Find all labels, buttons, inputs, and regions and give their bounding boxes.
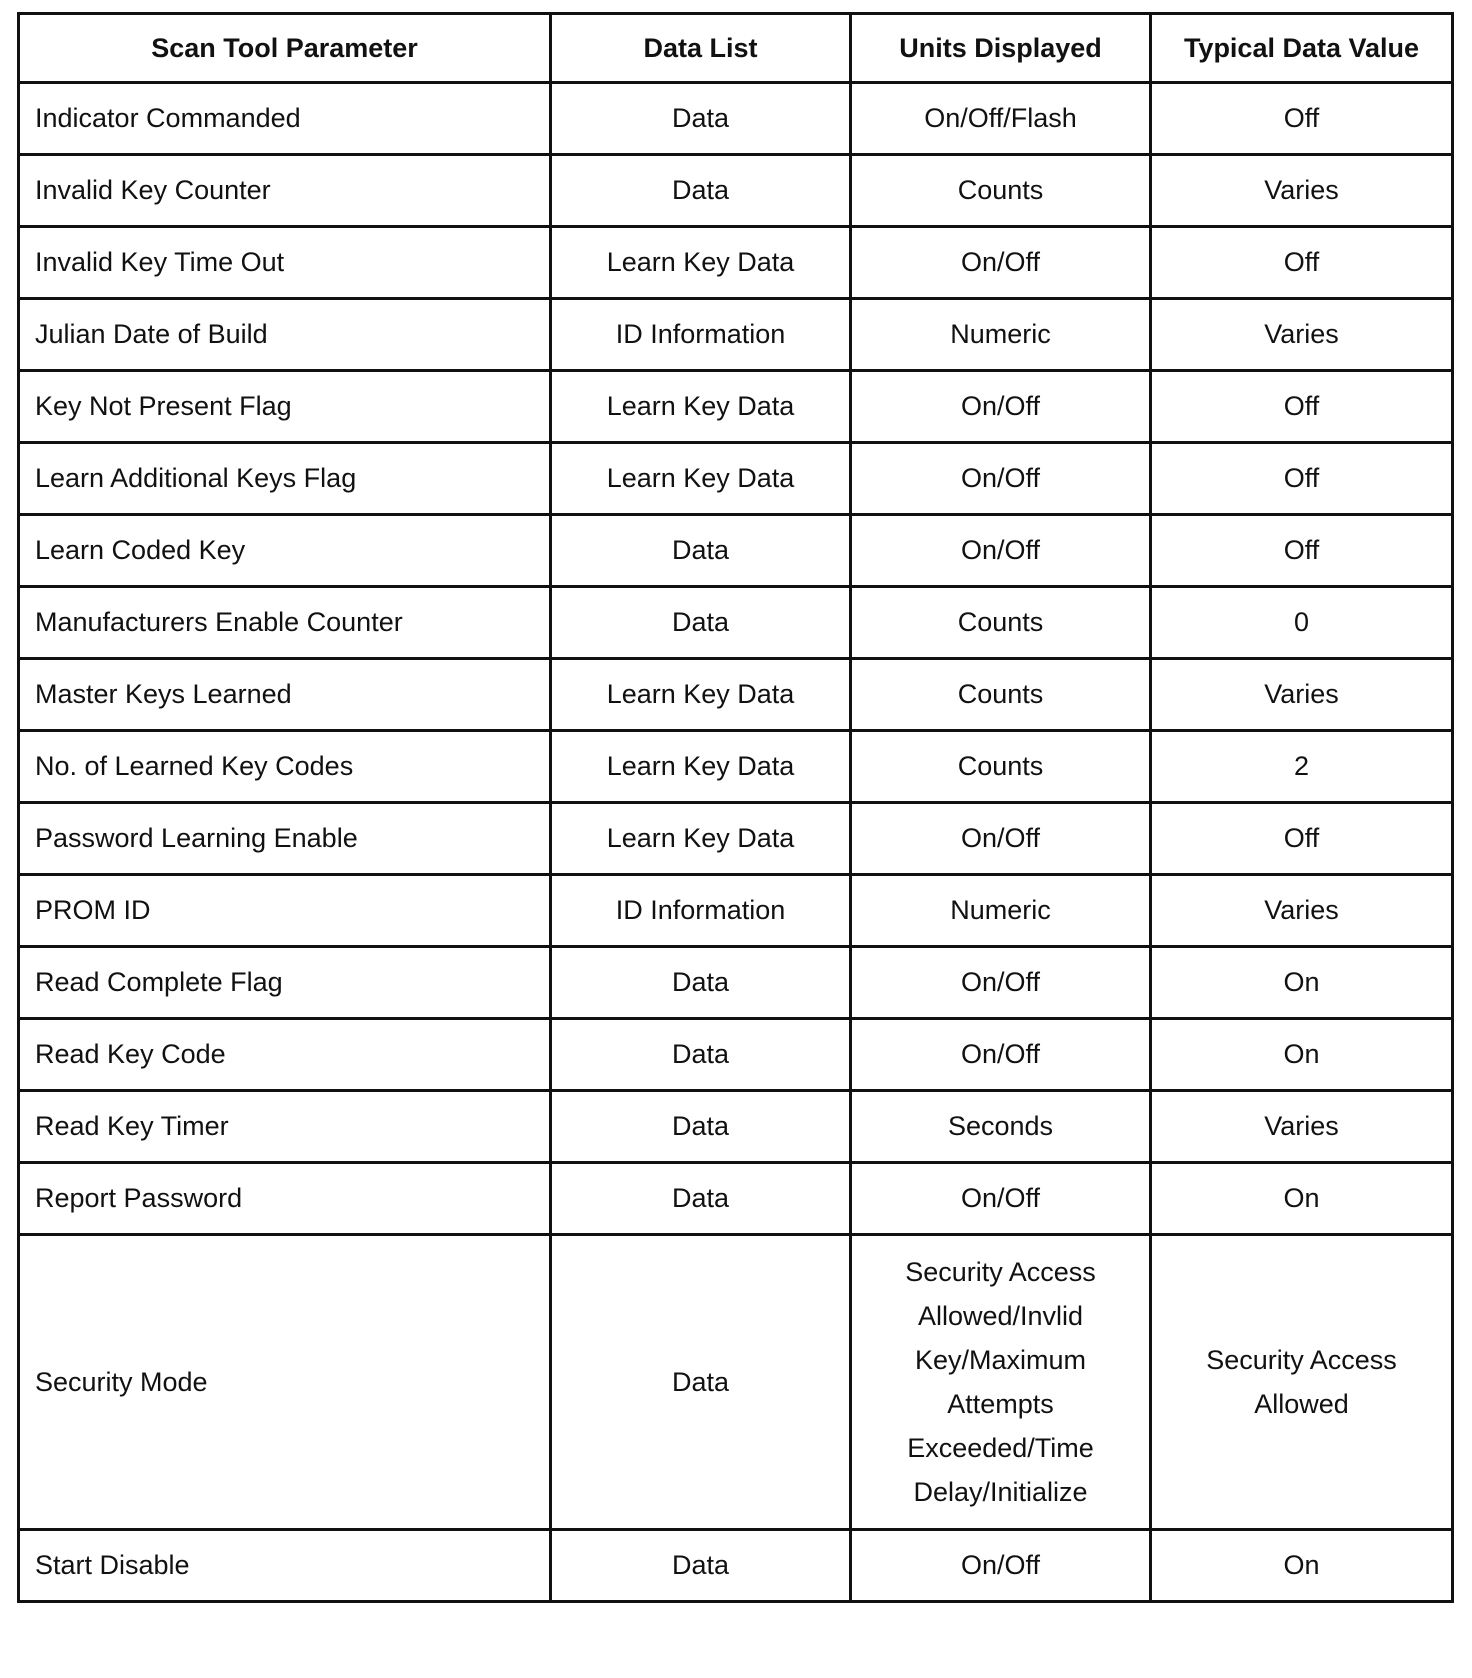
table-row [19, 1235, 1453, 1530]
table-row [19, 515, 1453, 587]
cell-data-list: Learn Key Data [551, 731, 851, 803]
cell-units: On/Off [851, 1019, 1151, 1091]
cell-typical-value: On [1151, 1530, 1453, 1602]
cell-parameter: Indicator Commanded [19, 83, 551, 155]
table-row [19, 1163, 1453, 1235]
cell-typical-value: Off [1151, 803, 1453, 875]
cell-parameter: Read Key Code [19, 1019, 551, 1091]
table-row [19, 731, 1453, 803]
cell-parameter: PROM ID [19, 875, 551, 947]
table-row [19, 1091, 1453, 1163]
cell-units: Counts [851, 731, 1151, 803]
table-row [19, 443, 1453, 515]
cell-units: On/Off [851, 1163, 1151, 1235]
cell-parameter: Learn Additional Keys Flag [19, 443, 551, 515]
scan-tool-parameter-table [17, 12, 1454, 1603]
cell-data-list: Data [551, 1019, 851, 1091]
cell-data-list: Data [551, 1530, 851, 1602]
cell-data-list: Data [551, 1163, 851, 1235]
header-typical-data-value: Typical Data Value [1151, 14, 1453, 83]
cell-parameter: No. of Learned Key Codes [19, 731, 551, 803]
header-data-list: Data List [551, 14, 851, 83]
cell-typical-value: 0 [1151, 587, 1453, 659]
cell-parameter: Password Learning Enable [19, 803, 551, 875]
cell-parameter: Manufacturers Enable Counter [19, 587, 551, 659]
cell-data-list: Learn Key Data [551, 803, 851, 875]
cell-typical-value: Varies [1151, 299, 1453, 371]
cell-data-list: Learn Key Data [551, 443, 851, 515]
table-row [19, 587, 1453, 659]
cell-units [851, 1235, 1151, 1530]
cell-data-list: Data [551, 947, 851, 1019]
cell-data-list: ID Information [551, 299, 851, 371]
cell-typical-value [1151, 1235, 1453, 1530]
cell-typical-value: 2 [1151, 731, 1453, 803]
cell-parameter: Security Mode [19, 1235, 551, 1530]
cell-units: On/Off [851, 803, 1151, 875]
cell-data-list: Data [551, 515, 851, 587]
cell-typical-value: Off [1151, 83, 1453, 155]
table-row [19, 83, 1453, 155]
cell-typical-text: Security Access Allowed [1206, 1345, 1397, 1419]
cell-typical-value: On [1151, 1019, 1453, 1091]
table-row [19, 1019, 1453, 1091]
table-row [19, 947, 1453, 1019]
table-row [19, 371, 1453, 443]
cell-typical-value: Varies [1151, 875, 1453, 947]
cell-data-list: Data [551, 1091, 851, 1163]
cell-parameter: Key Not Present Flag [19, 371, 551, 443]
table-row [19, 299, 1453, 371]
cell-typical-value: Varies [1151, 155, 1453, 227]
cell-data-list: Learn Key Data [551, 371, 851, 443]
header-units-displayed: Units Displayed [851, 14, 1151, 83]
cell-typical-value: Varies [1151, 659, 1453, 731]
cell-typical-value: Off [1151, 371, 1453, 443]
table-row [19, 875, 1453, 947]
cell-typical-value: Off [1151, 515, 1453, 587]
cell-units: On/Off [851, 443, 1151, 515]
cell-parameter: Read Key Timer [19, 1091, 551, 1163]
table-row [19, 659, 1453, 731]
cell-units: On/Off [851, 371, 1151, 443]
cell-parameter: Julian Date of Build [19, 299, 551, 371]
cell-typical-value: On [1151, 1163, 1453, 1235]
cell-units: Seconds [851, 1091, 1151, 1163]
cell-parameter: Learn Coded Key [19, 515, 551, 587]
cell-parameter: Invalid Key Time Out [19, 227, 551, 299]
table-row [19, 227, 1453, 299]
table-row [19, 1530, 1453, 1602]
cell-parameter: Invalid Key Counter [19, 155, 551, 227]
cell-units: Counts [851, 155, 1151, 227]
cell-typical-value: Varies [1151, 1091, 1453, 1163]
cell-data-list: Learn Key Data [551, 227, 851, 299]
cell-parameter: Read Complete Flag [19, 947, 551, 1019]
cell-data-list: Data [551, 587, 851, 659]
cell-parameter: Start Disable [19, 1530, 551, 1602]
cell-typical-value: Off [1151, 443, 1453, 515]
cell-units: On/Off [851, 947, 1151, 1019]
cell-parameter: Report Password [19, 1163, 551, 1235]
cell-data-list: Data [551, 1235, 851, 1530]
cell-units: Numeric [851, 875, 1151, 947]
table-row [19, 803, 1453, 875]
cell-units-text: Security Access Allowed/Invlid Key/Maximum Attempts Exceeded/Time Delay/Initialize [905, 1257, 1096, 1507]
cell-data-list: ID Information [551, 875, 851, 947]
cell-units: On/Off/Flash [851, 83, 1151, 155]
cell-data-list: Data [551, 155, 851, 227]
cell-units: On/Off [851, 227, 1151, 299]
cell-typical-value: On [1151, 947, 1453, 1019]
cell-units: Numeric [851, 299, 1151, 371]
table-row [19, 155, 1453, 227]
cell-units: Counts [851, 587, 1151, 659]
cell-typical-value: Off [1151, 227, 1453, 299]
header-scan-tool-parameter: Scan Tool Parameter [19, 14, 551, 83]
cell-data-list: Data [551, 83, 851, 155]
cell-data-list: Learn Key Data [551, 659, 851, 731]
cell-units: On/Off [851, 1530, 1151, 1602]
cell-units: Counts [851, 659, 1151, 731]
table-header-row [19, 14, 1453, 83]
cell-units: On/Off [851, 515, 1151, 587]
cell-parameter: Master Keys Learned [19, 659, 551, 731]
